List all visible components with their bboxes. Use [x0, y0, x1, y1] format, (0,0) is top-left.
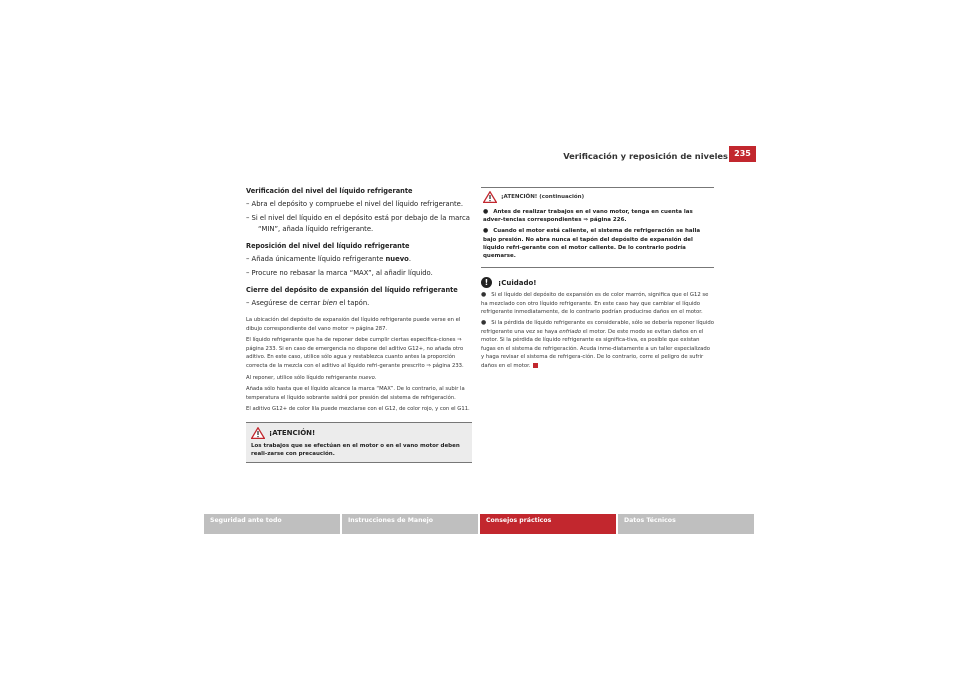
right-column: [481, 187, 714, 373]
paragraph-additive-mix: El aditivo G12+ de color lila puede mezclarse con el G12, de color rojo, y con el G11.: [246, 406, 470, 413]
step-add-if-below-min: – Si el nivel del líquido en el depósito está por debajo de la marca “MIN”, añada líquido refrigerante.: [246, 214, 470, 233]
page-header-title: Verificación y reposición de niveles: [563, 151, 728, 161]
left-column: [246, 187, 472, 463]
section-title-close-reservoir: Cierre del depósito de expansión del líquido refrigerante: [246, 286, 458, 294]
warning-triangle-icon: [483, 191, 497, 203]
paragraph-use-new-coolant: Al reponer, utilice sólo líquido refrigerante nuevo.: [246, 374, 377, 381]
warning-title: ¡ATENCIÓN!: [269, 428, 316, 437]
warning-text: Los trabajos que se efectúan en el motor o en el vano motor deben reali-zarse con precaución.: [251, 442, 460, 457]
step-open-reservoir: – Abra el depósito y compruebe el nivel del líquido refrigerante.: [246, 200, 464, 208]
footer-nav: [204, 514, 756, 534]
page-number: 235: [729, 146, 756, 162]
paragraph-coolant-specs: El líquido refrigerante que ha de reponer debe cumplir ciertas especifica-ciones ⇒ página 233. Si en caso de emergencia no dispone del aditivo G12+, no añada otro aditivo. En este caso, utilice sólo agua y restablezca cuanto antes la proporción correcta de la mezcla con el aditivo al líquido refri-gerante prescrito ⇒ página 233.: [246, 337, 464, 369]
tab-consejos-active[interactable]: Consejos prácticos: [480, 514, 616, 534]
warning-bullet-hot-engine: ● Cuando el motor está caliente, el sistema de refrigeración se halla bajo presión. No abra nunca el tapón del depósito de expansión del líquido refri-gerante con el motor caliente. De lo contrario podría quemarse.: [483, 227, 701, 260]
caution-heading: [481, 277, 714, 288]
tab-datos-tecnicos[interactable]: Datos Técnicos: [618, 514, 754, 534]
section-end-mark: [533, 363, 538, 368]
step-do-not-exceed-max: – Procure no rebasar la marca “MAX”, al añadir líquido.: [246, 269, 433, 277]
tab-seguridad[interactable]: Seguridad ante todo: [204, 514, 340, 534]
warning-continuation-box: [481, 187, 714, 268]
section-title-check-level: Verificación del nivel del líquido refrigerante: [246, 187, 413, 195]
tab-instrucciones[interactable]: Instrucciones de Manejo: [342, 514, 478, 534]
exclamation-icon: !: [481, 277, 492, 288]
caution-bullet-coolant-loss: ● Si la pérdida de líquido refrigerante es considerable, sólo se debería reponer líquido refrigerante una vez se haya enfriado el motor. De este modo se evitan daños en el motor. Si la pérdida de líquido refrigerante es significa-tiva, es posible que existan fugas en el sistema de refrigeración. Acuda inme-diatamente a un taller especializado y haga revisar el sistema de refrigera-ción. De lo contrario, corre el peligro de sufrir daños en el motor.: [481, 319, 714, 369]
section-title-refill: Reposición del nivel del líquido refrigerante: [246, 242, 410, 250]
warning-continuation-title: ¡ATENCIÓN! (continuación): [501, 194, 585, 200]
warning-box: [246, 422, 472, 463]
paragraph-reservoir-location: La ubicación del depósito de expansión del líquido refrigerante puede verse en el dibujo correspondiente del vano motor ⇒ página 287.: [246, 317, 461, 332]
caution-bullet-brown-coolant: ● Si el líquido del depósito de expansión es de color marrón, significa que el G12 se ha mezclado con otro líquido refrigerante. En este caso hay que cambiar el líquido refrigerante inmediatamente, de lo contrario podrían producirse daños en el motor.: [481, 291, 709, 316]
warning-triangle-icon: [251, 427, 265, 439]
paragraph-fill-to-max: Añada sólo hasta que el líquido alcance la marca “MAX”. De lo contrario, al subir la temperatura el líquido sobrante saldrá por presión del sistema de refrigeración.: [246, 386, 465, 401]
step-add-new-coolant: – Añada únicamente líquido refrigerante nuevo.: [246, 255, 412, 263]
warning-bullet-engine-bay: ● Antes de realizar trabajos en el vano motor, tenga en cuenta las adver-tencias correspondientes ⇒ página 226.: [483, 208, 693, 224]
step-close-cap: – Asegúrese de cerrar bien el tapón.: [246, 299, 370, 307]
caution-title: ¡Cuidado!: [498, 278, 537, 287]
